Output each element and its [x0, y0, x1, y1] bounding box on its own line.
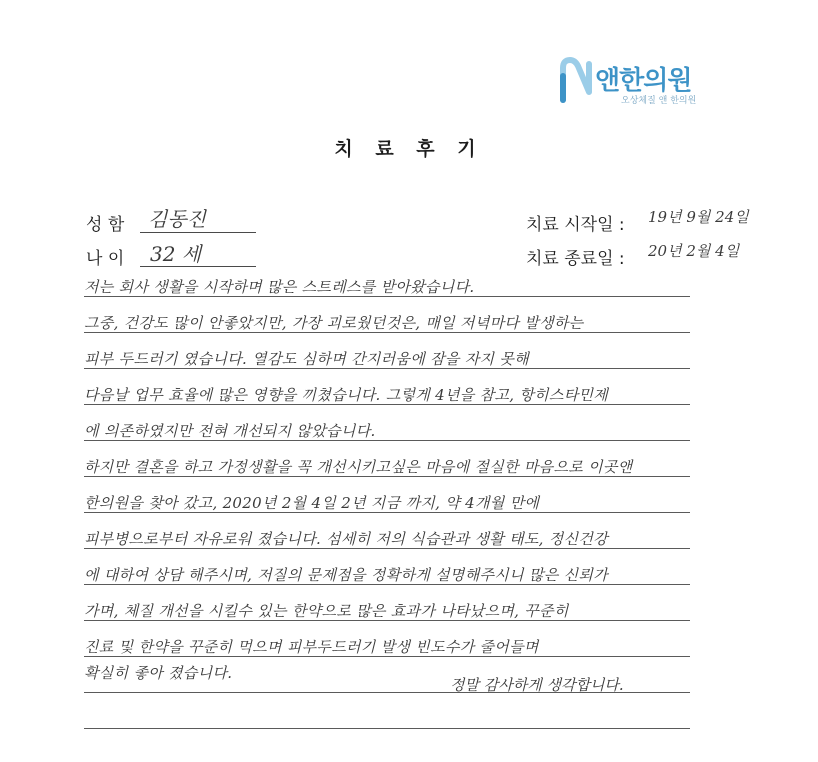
clinic-logo	[555, 50, 725, 110]
body-line-7: 한의원을 찾아 갔고, 2020년 2월 4일 2년 지금 까지, 약 4개월 만에	[84, 494, 540, 512]
signoff: 정말 감사하게 생각합니다.	[450, 676, 624, 694]
page-title: 치 료 후 기	[334, 138, 484, 160]
name-value: 김동진	[148, 207, 206, 231]
body-line-3: 피부 두드러기 였습니다. 열감도 심하며 간지러움에 잠을 자지 못해	[84, 350, 529, 368]
start-date-label: 치료 시작일 :	[526, 215, 625, 235]
body-line-4: 다음날 업무 효율에 많은 영향을 끼쳤습니다. 그렇게 4년을 참고, 항히스타민제	[84, 386, 609, 404]
body-line-11: 진료 및 한약을 꾸준히 먹으며 피부두드러기 발생 빈도수가 줄어들며	[84, 638, 539, 656]
end-date-label: 치료 종료일 :	[526, 249, 625, 269]
body-line-1: 저는 회사 생활을 시작하며 많은 스트레스를 받아왔습니다.	[84, 278, 475, 296]
body-line-5: 에 의존하였지만 전혀 개선되지 않았습니다.	[84, 422, 376, 440]
start-date-value: 19년 9월 24일	[648, 208, 749, 226]
body-line-12: 확실히 좋아 졌습니다.	[84, 664, 233, 682]
end-date-value: 20년 2월 4일	[648, 242, 740, 260]
logo-mark-icon	[555, 54, 599, 106]
name-underline	[140, 232, 256, 233]
logo-name: 앤한의원	[595, 66, 692, 96]
body-line-6: 하지만 결혼을 하고 가정생활을 꼭 개선시키고싶은 마음에 절실한 마음으로 이곳앤	[84, 458, 633, 476]
name-label: 성 함	[86, 215, 125, 235]
body-line-2: 그중, 건강도 많이 안좋았지만, 가장 괴로웠던것은, 매일 저녁마다 발생하는	[84, 314, 584, 332]
logo-subtitle: 오상체질 앤 한의원	[621, 96, 697, 106]
body-line-8: 피부병으로부터 자유로워 졌습니다. 섬세히 저의 식습관과 생활 태도, 정신건강	[84, 530, 608, 548]
ruled-line	[84, 728, 690, 729]
body-line-10: 가며, 체질 개선을 시킬수 있는 한약으로 많은 효과가 나타났으며, 꾸준히	[84, 602, 569, 620]
age-underline	[140, 266, 256, 267]
age-value: 32 세	[150, 242, 202, 266]
age-label: 나 이	[86, 249, 125, 269]
body-line-9: 에 대하여 상담 해주시며, 저질의 문제점을 정확하게 설명해주시니 많은 신뢰가	[84, 566, 608, 584]
